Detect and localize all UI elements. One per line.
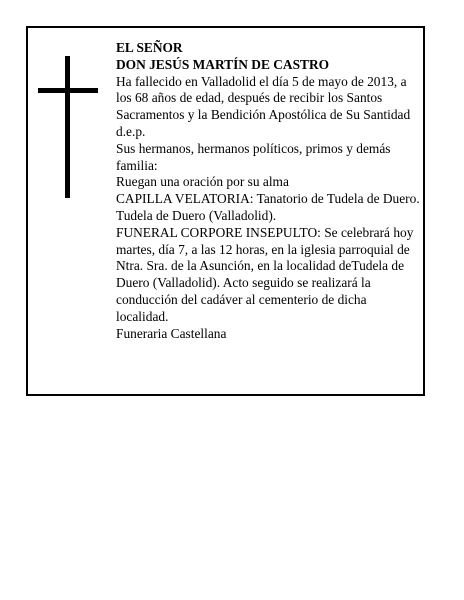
notice-text: [116, 40, 420, 342]
family-line: Sus hermanos, hermanos políticos, primos y demás familia:: [116, 140, 391, 173]
funeral-details: FUNERAL CORPORE INSEPULTO: Se celebrará hoy martes, día 7, a las 12 horas, en la iglesia parroquial de Ntra. Sra. de la Asunción, en la localidad deTudela de Duero (Valladolid). Acto seguido se realizará la conducción del cadáver al cementerio de dicha localidad.: [116, 224, 414, 324]
cross-horizontal-bar: [38, 88, 98, 93]
notice-heading-title: EL SEÑOR: [116, 40, 183, 55]
obituary-notice: [26, 26, 425, 396]
prayer-request: Ruegan una oración por su alma: [116, 174, 289, 190]
notice-heading-name: DON JESÚS MARTÍN DE CASTRO: [116, 56, 330, 72]
death-announcement: Ha fallecido en Valladolid el día 5 de mayo de 2013, a los 68 años de edad, después de recibir los Santos Sacramentos y la Bendición Apostólica de Su Santidad d.e.p.: [116, 73, 411, 139]
cross-vertical-bar: [65, 56, 70, 198]
wake-location: CAPILLA VELATORIA: Tanatorio de Tudela de Duero. Tudela de Duero (Valladolid).: [116, 191, 420, 223]
funeral-home: Funeraria Castellana: [116, 325, 227, 341]
cross-icon: [38, 56, 98, 198]
